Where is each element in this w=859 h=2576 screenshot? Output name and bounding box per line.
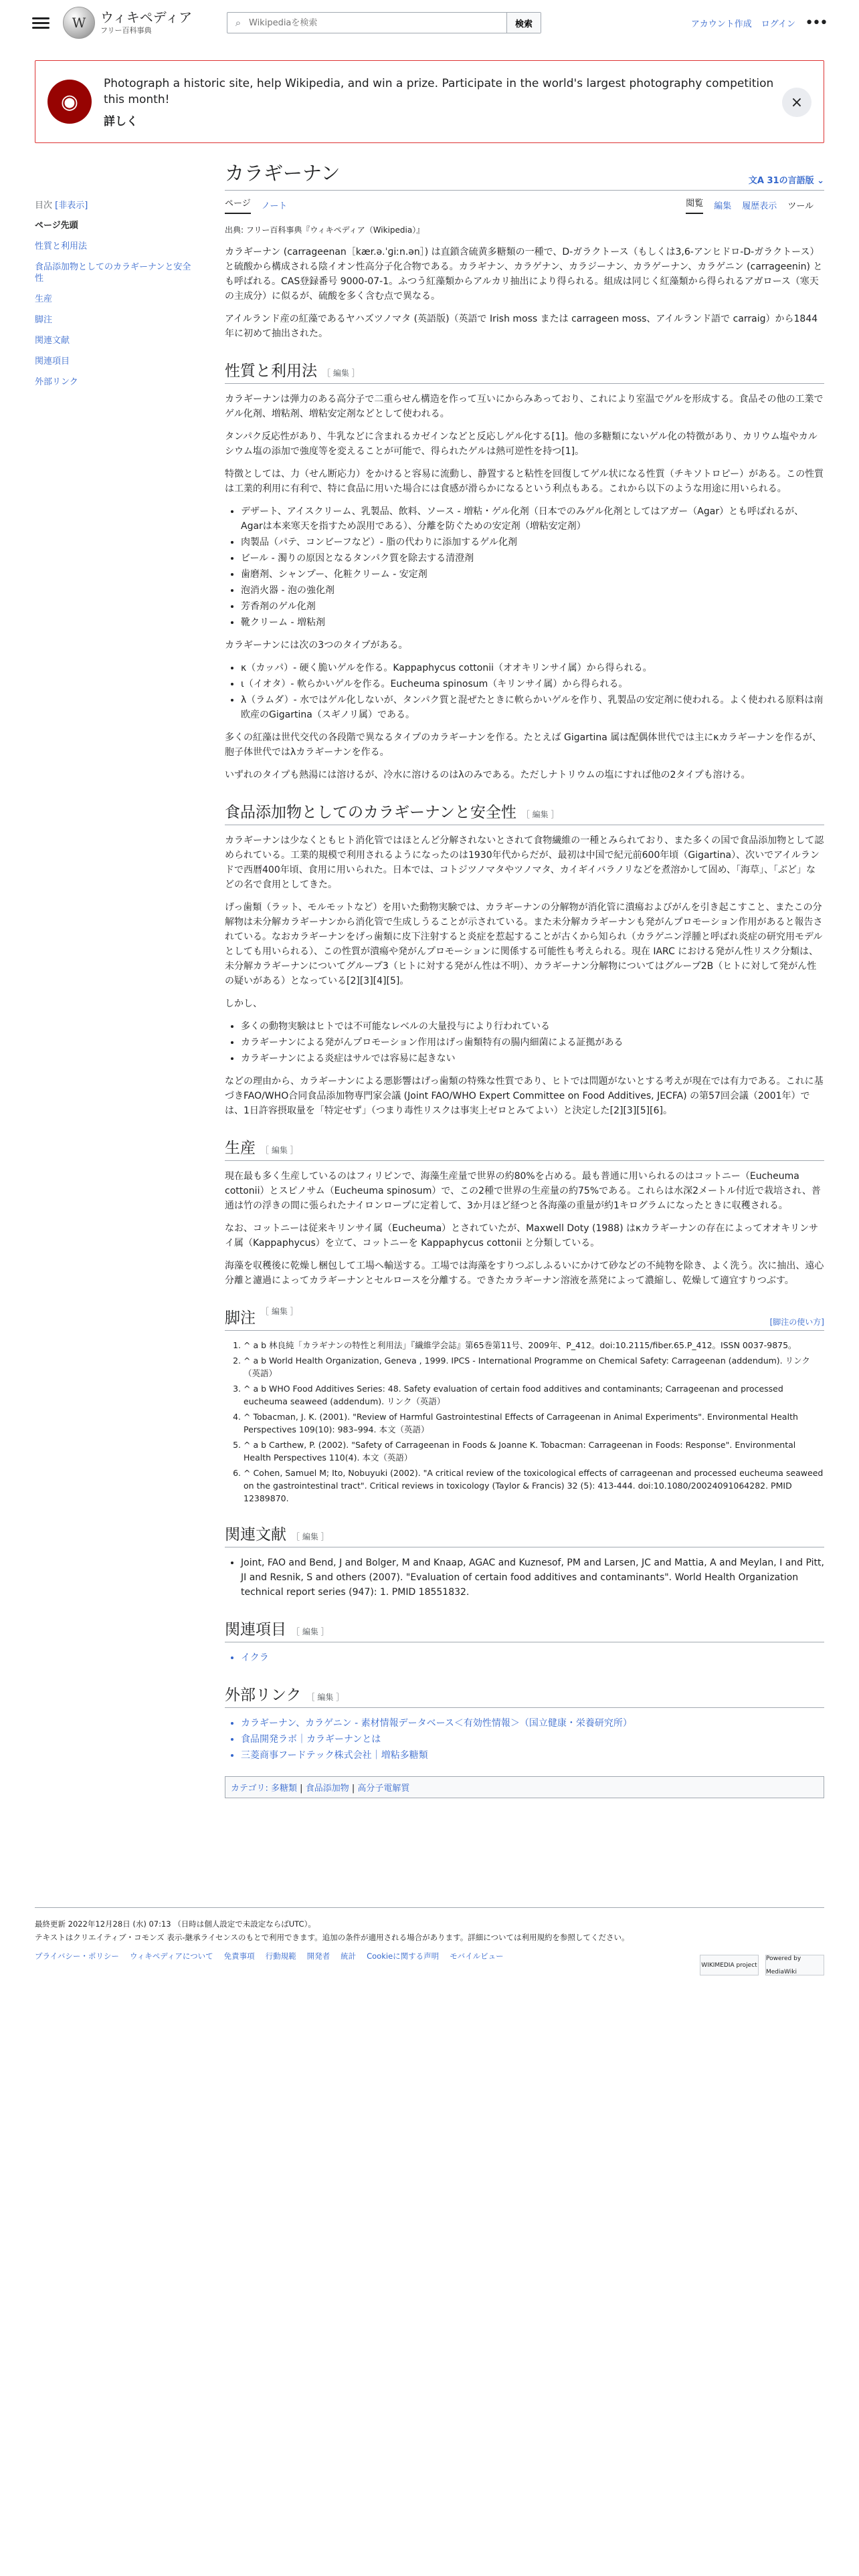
list-item: • Joint, FAO and Bend, J and Bolger, M and Knaap, AGAC and Kuznesof, PM and Larsen, JC and Mattia, A and Meylan, I and Pitt, JI and Resnik, S and others (2007). "Evaluation of certain food additives and contaminants". World Health Organization technical report series (947): 1. PMID 18551832. — [241, 1555, 824, 1600]
intro-paragraph: アイルランド産の紅藻であるヤハズツノマタ (英語版)（英語で Irish moss または carrageen moss、アイルランド語で carraig）から1844年に初めて抽出された。 — [225, 314, 818, 339]
list-item: • 肉製品（パテ、コンビーフなど）- 脂の代わりに添加するゲル化剤 — [241, 535, 824, 550]
paragraph: しかし、 — [225, 998, 262, 1009]
toc-item[interactable]: 食品添加物としてのカラギーナンと安全性 — [35, 262, 191, 284]
see-also-list — [241, 1650, 824, 1665]
close-icon[interactable]: × — [782, 88, 812, 117]
reference-item: 3. ^ a b WHO Food Additives Series: 48. Safety evaluation of certain food additives and contaminants; Carrageenan and processed eucheuma seaweed (addendum). リンク（英語） — [244, 1382, 824, 1408]
login-link[interactable]: ログイン — [761, 19, 796, 29]
edit-section-link[interactable]: ［ 編集 ］ — [322, 368, 360, 378]
site-header — [0, 0, 859, 45]
footer-link[interactable]: 行動規範 — [265, 1951, 296, 1961]
paragraph: カラギーナンには次の3つのタイプがある。 — [225, 640, 408, 651]
uses-list — [241, 504, 824, 630]
section-heading: 脚注 ［ 編集 ］ [脚注の使い方] — [225, 1305, 824, 1331]
list-item: • 多くの動物実験はヒトでは不可能なレベルの大量投与により行われている — [241, 1019, 824, 1034]
footer-link[interactable]: プライバシー・ポリシー — [35, 1951, 119, 1961]
paragraph: 特徴としては、力（せん断応力）をかけると容易に流動し、静置すると粘性を回復してゲル状になる性質（チキソトロピー）がある。この性質は工業的利用に有利で、特に食品に用いた場合には食感が滑らかになるという利点もある。これから以下のような用途に用いられる。 — [225, 469, 824, 494]
list-item: • 芳香剤のゲル化剤 — [241, 599, 824, 614]
list-item: • デザート、アイスクリーム、乳製品、飲料、ソース - 増粘・ゲル化剤（日本でのみゲル化剤としてはアガー（Agar）とも呼ばれるが、Agarは本来寒天を指すため誤用である）、分離を防ぐための安定剤（増粘安定剤） — [241, 504, 824, 534]
list-item: • カラギーナンによる炎症はサルでは容易に起きない — [241, 1051, 824, 1066]
list-item[interactable]: • カラギーナン、カラゲニン - 素材情報データベース＜有効性情報＞（国立健康・栄養研究所） — [241, 1716, 824, 1731]
reference-item: 1. ^ a b 林良純「カラギナンの特性と利用法」『繊維学会誌』第65巻第11号、2009年、P_412。doi:10.2115/fiber.65.P_412。ISSN 0037-9875。 — [244, 1339, 824, 1352]
toc-hide-link[interactable]: [非表示] — [55, 201, 88, 211]
category-label[interactable]: カテゴリ: — [231, 1784, 268, 1794]
toc-item[interactable]: 関連項目 — [35, 356, 70, 366]
toc-item[interactable]: 性質と利用法 — [35, 241, 88, 251]
banner-message: Photograph a historic site, help Wikipedia, and win a prize. Participate in the world's largest photography competition this month! — [104, 76, 774, 106]
paragraph: 海藻を収穫後に乾燥し梱包して工場へ輸送する。工場では海藻をすりつぶしふるいにかけて砂などの不純物を除き、よく洗う。次に抽出、遠心分離と濾過によってカラギーナンとセルロースを分離する。できたカラギーナン溶液を蒸発によって濃縮し、乾燥して適宜すりつぶす。 — [225, 1261, 824, 1286]
paragraph: 現在最も多く生産しているのはフィリピンで、海藻生産量で世界の約80%を占める。最も普通に用いられるのはコットニー（Eucheuma cottonii）とスピノサム（Eucheuma spinosum）で、この2種で世界の生産量の約75%である。これらは水深2メートル付近で栽培され、普通は竹の浮きの間に張られたナイロンロープに定着して、3か月ほど経つと各海藻の重量が約1キログラムになったときに収穫される。 — [225, 1171, 821, 1211]
toc-item[interactable]: 外部リンク — [35, 377, 78, 387]
toc-item[interactable]: ページ先頭 — [35, 221, 78, 231]
tab-talk[interactable]: ノート — [261, 201, 288, 211]
site-name: ウィキペディア — [100, 9, 193, 25]
paragraph: タンパク反応性があり、牛乳などに含まれるカゼインなどと反応しゲル化する[1]。他の多糖類にないゲル化の特徴があり、カリウム塩やカルシウム塩の添加で強度等を変えることが可能で、得られたゲルは熱可逆性を持つ[1]。 — [225, 431, 818, 457]
mediawiki-badge[interactable]: Powered by MediaWiki — [765, 1955, 824, 1975]
list-item: • 靴クリーム - 増粘剤 — [241, 615, 824, 630]
intro-paragraph: カラギーナン (carrageenan［kær.ə.ˈɡiːn.ən］) は直鎖含硫黄多糖類の一種で、D-ガラクトース（もしくは3,6-アンヒドロ-D-ガラクトース）と硫酸から構成される陰イオン性高分子化合物である。カラギナン、カラゲナン、カラジーナン、カラゲーナン、カラゲニン (carrageenin) とも呼ばれる。CAS登録番号 9000-07-1。ふつう紅藻類からアルカリ抽出により得られる。組成は同じく紅藻類から得られるアガロース（寒天の主成分）に似るが、硫酸を多く含む点で異なる。 — [225, 247, 823, 302]
search-input[interactable] — [249, 13, 506, 33]
toc-header: 目次 [非表示] — [35, 201, 88, 211]
footer-link[interactable]: 免責事項 — [223, 1951, 255, 1961]
section-heading: 生産 ［ 編集 ］ — [225, 1136, 824, 1161]
page-title: カラギーナン — [225, 162, 341, 185]
wikipedia-globe-icon: W — [63, 7, 95, 39]
search-button[interactable]: 検索 — [506, 13, 541, 33]
section-heading: 性質と利用法 ［ 編集 ］ — [225, 358, 824, 384]
category-link[interactable]: 食品添加物 — [305, 1784, 349, 1794]
paragraph: カラギーナンは弾力のある高分子で二重らせん構造を作って互いにからみあっており、これにより室温でゲルを形成する。食品その他の工業でゲル化剤、増粘剤、増粘安定剤などとして使われる。 — [225, 394, 824, 419]
main-menu-icon[interactable] — [32, 17, 50, 29]
section-heading: 関連項目 ［ 編集 ］ — [225, 1617, 824, 1642]
edit-section-link[interactable]: ［ 編集 ］ — [292, 1532, 329, 1541]
more-options-icon[interactable]: ••• — [805, 14, 827, 31]
paragraph: げっ歯類（ラット、モルモットなど）を用いた動物実験では、カラギーナンの分解物が消化管に潰瘍およびがんを引き起こすこと、またこの分解物は未分解カラギーナンから消化管で生成しうることが示されている。また未分解カラギーナンも発がんプロモーション作用があると報告されている。なおカラギーナンをげっ歯類に皮下注射すると炎症を惹起することが古くから知られ（カラゲニン浮腫と呼ばれ炎症の研究用モデルとしても用いられる）、この性質が潰瘍や発がんプロモーションに関係する可能性も考えられる。現在 IARC における発がん性リスク分類は、未分解カラギーナンについてグループ3（ヒトに対する発がん性は不明）、カラギーナン分解物についてはグループ2B（ヒトに対して発がん性の疑いがある）となっている[2][3][4][5]。 — [225, 902, 823, 986]
article-content — [225, 160, 824, 1798]
footer-link[interactable]: 開発者 — [306, 1951, 330, 1961]
section-heading: 食品添加物としてのカラギーナンと安全性 ［ 編集 ］ — [225, 800, 824, 825]
footer-link[interactable]: ウィキペディアについて — [129, 1951, 213, 1961]
edit-section-link[interactable]: ［ 編集 ］ — [306, 1693, 345, 1702]
list-item: • カラギーナンによる発がんプロモーション作用はげっ歯類特有の腸内細菌による証拠がある — [241, 1035, 824, 1050]
footer-link[interactable]: Cookieに関する声明 — [367, 1951, 440, 1961]
paragraph: カラギーナンは少なくともヒト消化管ではほとんど分解されないとされて食物繊維の一種とみられており、また多くの国で食品添加物として認められている。工業的規模で利用されるようになったのは1930年代からだが、最初は中国で紀元前600年頃（Gigartina）、次いでアイルランドで西暦400年頃、食用に用いられた。日本では、コトジツノマタやツノマタ、カイギイバラノリなどを煮溶かして固め、「海草」、「ぶど」などの名で食用としてきた。 — [225, 835, 824, 890]
list-item: • 泡消火器 - 泡の強化剤 — [241, 583, 824, 598]
edit-section-link[interactable]: ［ 編集 ］ — [521, 810, 559, 819]
campaign-banner — [35, 60, 824, 143]
edit-section-link[interactable]: ［ 編集 ］ — [261, 1307, 298, 1316]
wikimedia-badge[interactable]: WIKIMEDIA project — [700, 1955, 759, 1975]
reference-item: 4. ^ Tobacman, J. K. (2001). "Review of Harmful Gastrointestinal Effects of Carrageenan in Animal Experiments". Environmental Health Perspectives 109(10): 983–994. 本文（英語） — [244, 1410, 824, 1436]
paragraph: などの理由から、カラギーナンによる悪影響はげっ歯類の特殊な性質であり、ヒトでは問題がないとする考えが現在では有力である。これに基づきFAO/WHO合同食品添加物専門家会議 (Joint FAO/WHO Expert Committee on Food Additives, JECFA) の第57回会議（2001年）では、1日許容摂取量を「特定せず」（つまり毒性リスクは事実上ゼロとみてよい）と決定した[2][3][5][6]。 — [225, 1076, 824, 1116]
toc-item[interactable]: 関連文献 — [35, 336, 70, 346]
search-icon: ⌕ — [235, 17, 242, 29]
list-item: • 歯磨剤、シャンプー、化粧クリーム - 安定剤 — [241, 567, 824, 582]
banner-link[interactable]: 詳しく — [104, 114, 138, 128]
list-item[interactable]: • 三菱商事フードテック株式会社｜増粘多糖類 — [241, 1748, 824, 1763]
references-list — [244, 1339, 824, 1505]
paragraph: なお、コットニーは従来キリンサイ属（Eucheuma）とされていたが、Maxwell Doty (1988) はκカラギーナンの存在によってオオキリンサイ属（Kappaphycus）を立て、コットニーを Kappaphycus cottonii と分類している。 — [225, 1223, 819, 1249]
tab-history[interactable]: 履歴表示 — [742, 201, 777, 211]
list-item[interactable]: • 食品開発ラボ｜カラギーナンとは — [241, 1732, 824, 1747]
license-text: テキストはクリエイティブ・コモンズ 表示-継承ライセンスのもとで利用できます。追加の条件が適用される場合があります。詳細については利用規約を参照してください。 — [35, 1933, 630, 1942]
reasons-list — [241, 1019, 824, 1066]
list-item: • ビール - 濁りの原因となるタンパク質を除去する清澄剤 — [241, 551, 824, 566]
category-box: カテゴリ: 多糖類 | 食品添加物 | 高分子電解質 — [225, 1776, 824, 1798]
page-tabs — [225, 195, 824, 215]
site-logo[interactable] — [63, 7, 227, 39]
search-box — [227, 12, 541, 33]
toc-item[interactable]: 生産 — [35, 294, 53, 304]
reference-item: 5. ^ a b Carthew, P. (2002). "Safety of Carrageenan in Foods & Joanne K. Tobacman: Carrageenan in Foods: Response". Environmental Health Perspectives 110(4). 本文（英語） — [244, 1438, 824, 1464]
page-footer — [35, 1907, 824, 1975]
tools-menu[interactable]: ツール — [787, 201, 814, 211]
list-item: • λ（ラムダ）- 水ではゲル化しないが、タンパク質と混ぜたときに軟らかいゲルを作り、乳製品の安定剤に使われる。よく使われる原料は南欧産のGigartina（スギノリ属）である。 — [241, 693, 824, 722]
list-item[interactable]: • イクラ — [241, 1650, 824, 1665]
last-updated: 最終更新 2022年12月28日 (水) 07:13 （日時は個人設定で未設定ならばUTC）。 — [35, 1919, 316, 1929]
list-item: • ι（イオタ）- 軟らかいゲルを作る。Eucheuma spinosum（キリンサイ属）から得られる。 — [241, 677, 824, 691]
list-item: • κ（カッパ）- 硬く脆いゲルを作る。Kappaphycus cottonii（オオキリンサイ属）から得られる。 — [241, 661, 824, 675]
footer-link[interactable]: モバイルビュー — [450, 1951, 504, 1961]
footer-link[interactable]: 統計 — [341, 1951, 357, 1961]
category-link[interactable]: 高分子電解質 — [357, 1784, 410, 1794]
section-heading: 関連文献 ［ 編集 ］ — [225, 1522, 824, 1547]
types-list — [241, 661, 824, 722]
tab-read[interactable]: 閲覧 — [686, 196, 703, 214]
edit-section-link[interactable]: ［ 編集 ］ — [292, 1627, 329, 1636]
reference-item: 2. ^ a b World Health Organization, Geneva , 1999. IPCS - International Programme on Chemical Safety: Carrageenan (addendum). リンク（英語） — [244, 1354, 824, 1380]
language-button[interactable]: 文A 31の言語版 ⌄ — [748, 176, 824, 186]
table-of-contents — [35, 198, 195, 397]
tab-edit[interactable]: 編集 — [714, 201, 732, 211]
site-subtitle: フリー百科事典 — [100, 26, 152, 35]
footnote-usage-link[interactable]: [脚注の使い方] — [769, 1317, 824, 1327]
reference-item: 6. ^ Cohen, Samuel M; Ito, Nobuyuki (2002). "A critical review of the toxicological effects of carrageenan and processed eucheuma seaweed on the gastrointestinal tract". Critical reviews in toxicology (Taylor & Francis) 32 (5): 413-444. doi:10.1080/20024091064282. PMID 12389870. — [244, 1467, 824, 1505]
edit-section-link[interactable]: ［ 編集 ］ — [261, 1146, 298, 1155]
section-heading: 外部リンク ［ 編集 ］ — [225, 1683, 824, 1708]
paragraph: いずれのタイプも熱湯には溶けるが、冷水に溶けるのはλのみである。ただしナトリウムの塩にすれば他の2タイプも溶ける。 — [225, 770, 751, 780]
category-link[interactable]: 多糖類 — [271, 1784, 298, 1794]
source-line: 出典: フリー百科事典『ウィキペディア（Wikipedia）』 — [225, 225, 425, 235]
create-account-link[interactable]: アカウント作成 — [690, 19, 752, 29]
paragraph: 多くの紅藻は世代交代の各段階で異なるタイプのカラギーナンを作る。たとえば Gigartina 属は配偶体世代では主にκカラギーナンを作るが、胞子体世代ではλカラギーナンを作る。 — [225, 732, 822, 758]
external-links-list — [241, 1716, 824, 1763]
tab-page[interactable]: ページ — [225, 196, 251, 214]
toc-item[interactable]: 脚注 — [35, 315, 53, 325]
literature-list — [241, 1555, 824, 1600]
camera-logo-icon: ◉ — [47, 80, 92, 124]
